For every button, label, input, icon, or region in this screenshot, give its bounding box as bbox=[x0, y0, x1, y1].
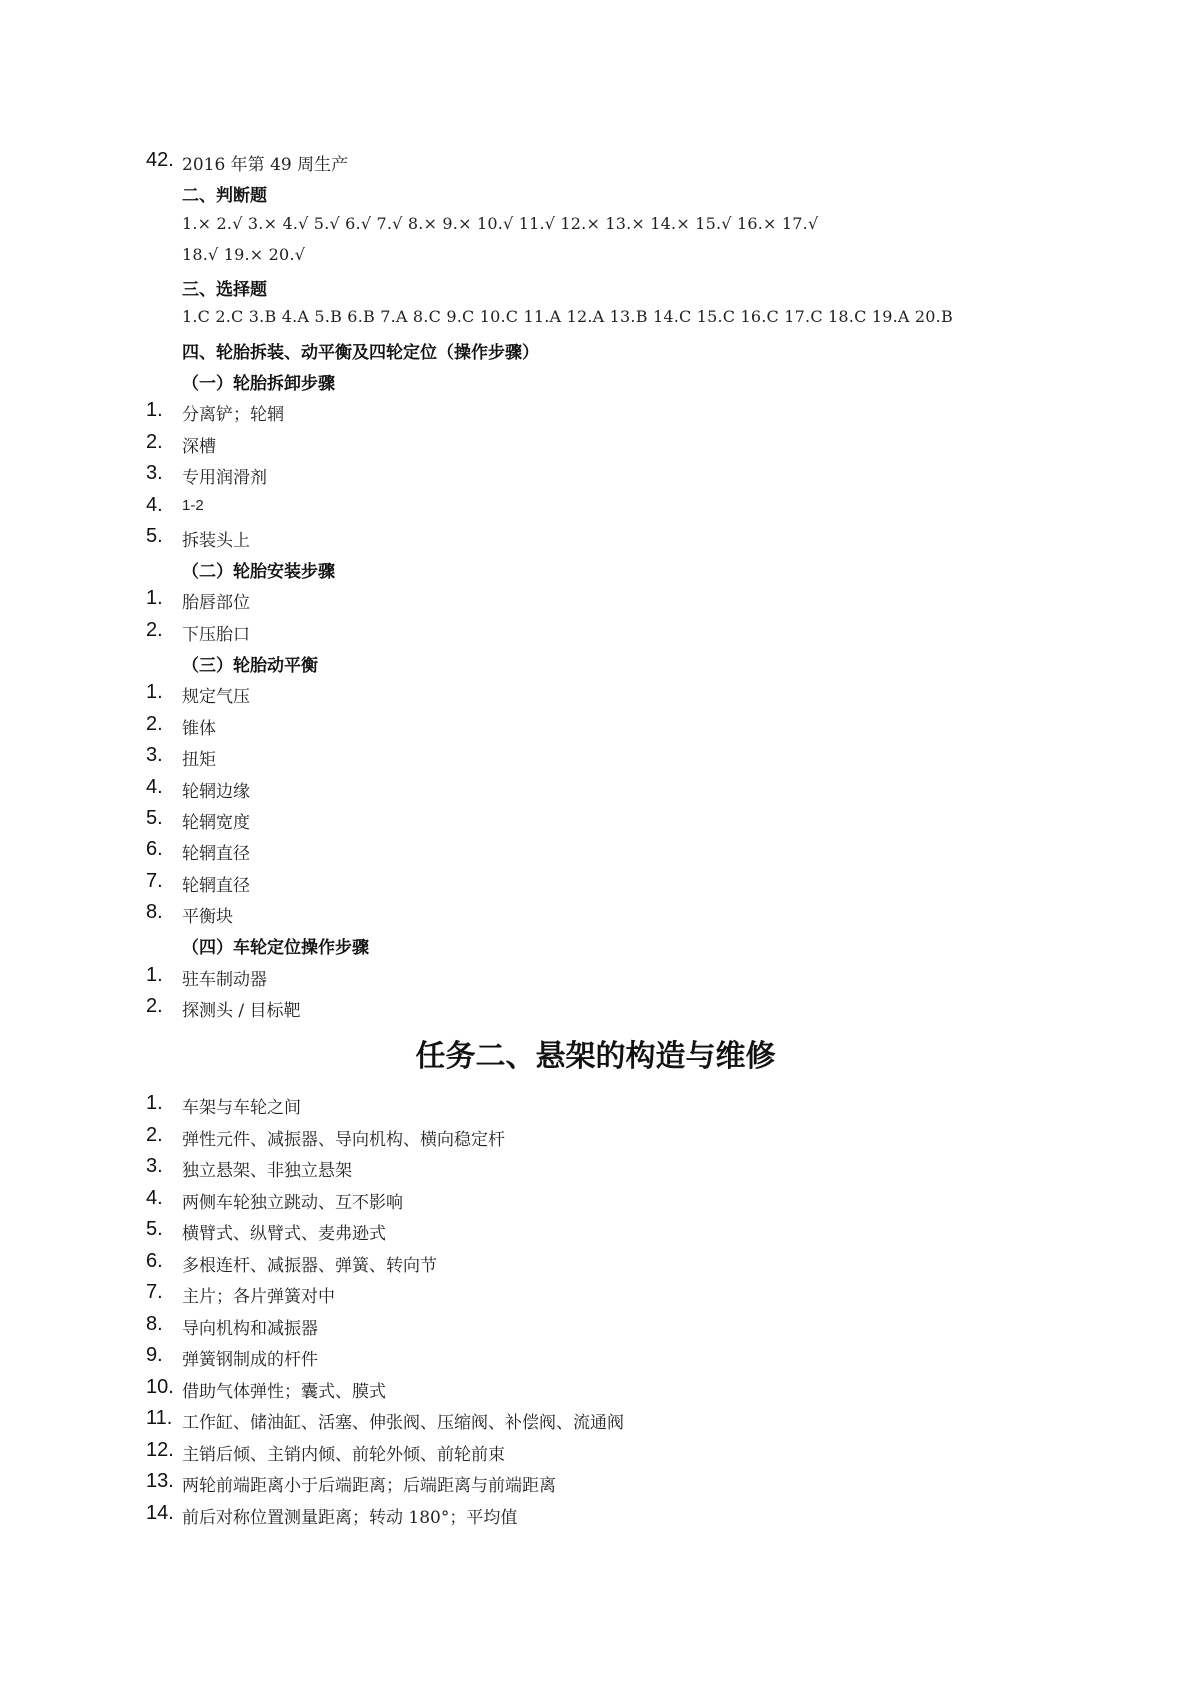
list-item bbox=[0, 585, 1191, 616]
item-number: 2. bbox=[146, 713, 163, 735]
list-item bbox=[0, 1437, 1191, 1468]
item-number: 4. bbox=[146, 776, 163, 798]
item-text: 平衡块 bbox=[182, 907, 233, 927]
subsection-1-heading bbox=[0, 366, 1191, 397]
item-number: 2. bbox=[146, 1124, 163, 1146]
item-number: 11. bbox=[146, 1407, 173, 1429]
list-item bbox=[0, 617, 1191, 648]
item-number: 1. bbox=[146, 1092, 163, 1114]
item-text: 分离铲；轮辋 bbox=[182, 405, 284, 425]
item-text: 横臂式、纵臂式、麦弗逊式 bbox=[182, 1224, 386, 1244]
item-number: 12. bbox=[146, 1439, 174, 1461]
section-judge-heading bbox=[0, 178, 1191, 209]
item-number: 1. bbox=[146, 587, 163, 609]
section-heading: 四、轮胎拆装、动平衡及四轮定位（操作步骤） bbox=[182, 343, 539, 363]
list-item bbox=[0, 836, 1191, 867]
item-number: 9. bbox=[146, 1344, 163, 1366]
subsection-heading: （四）车轮定位操作步骤 bbox=[182, 938, 369, 958]
item-number: 6. bbox=[146, 838, 163, 860]
item-text: 轮辋宽度 bbox=[182, 813, 250, 833]
item-number: 1. bbox=[146, 964, 163, 986]
item-text: 两侧车轮独立跳动、互不影响 bbox=[182, 1193, 403, 1213]
list-item bbox=[0, 805, 1191, 836]
item-number: 5. bbox=[146, 1218, 163, 1240]
item-number: 14. bbox=[146, 1502, 174, 1524]
subsection-4-heading bbox=[0, 930, 1191, 961]
subsection-2-heading bbox=[0, 554, 1191, 585]
item-text: 独立悬架、非独立悬架 bbox=[182, 1161, 352, 1181]
item-number: 5. bbox=[146, 807, 163, 829]
item-text: 2016 年第 49 周生产 bbox=[182, 155, 349, 175]
list-item bbox=[0, 1311, 1191, 1342]
subsection-heading: （一）轮胎拆卸步骤 bbox=[182, 374, 335, 394]
item-text: 两轮前端距离小于后端距离；后端距离与前端距离 bbox=[182, 1476, 556, 1496]
item-text: 轮辋直径 bbox=[182, 844, 250, 864]
section-choice-heading bbox=[0, 272, 1191, 303]
list-item bbox=[0, 899, 1191, 930]
choice-answers-line-1 bbox=[0, 303, 1191, 334]
item-text: 导向机构和减振器 bbox=[182, 1319, 318, 1339]
item-text: 主销后倾、主销内倾、前轮外倾、前轮前束 bbox=[182, 1445, 505, 1465]
item-text: 专用润滑剂 bbox=[182, 468, 267, 488]
item-number: 3. bbox=[146, 1155, 163, 1177]
item-text: 胎唇部位 bbox=[182, 593, 250, 613]
judge-answers-line-2 bbox=[0, 241, 1191, 272]
list-item bbox=[0, 711, 1191, 742]
list-item bbox=[0, 1405, 1191, 1436]
item-text: 主片；各片弹簧对中 bbox=[182, 1287, 335, 1307]
item-number: 1. bbox=[146, 399, 163, 421]
item-number: 8. bbox=[146, 901, 163, 923]
item-text: 车架与车轮之间 bbox=[182, 1098, 301, 1118]
item-number: 13. bbox=[146, 1470, 174, 1492]
answer-line-42 bbox=[0, 147, 1191, 178]
item-text: 探测头 / 目标靶 bbox=[182, 1001, 301, 1021]
item-text: 轮辋直径 bbox=[182, 876, 250, 896]
item-text: 前后对称位置测量距离；转动 180°；平均值 bbox=[182, 1508, 518, 1528]
item-text: 深槽 bbox=[182, 437, 216, 457]
list-item bbox=[0, 1248, 1191, 1279]
item-number: 3. bbox=[146, 744, 163, 766]
subsection-heading: （二）轮胎安装步骤 bbox=[182, 562, 335, 582]
subsection-3-heading bbox=[0, 648, 1191, 679]
item-number: 5. bbox=[146, 525, 163, 547]
list-item bbox=[0, 962, 1191, 993]
list-item bbox=[0, 1153, 1191, 1184]
item-text: 借助气体弹性；囊式、膜式 bbox=[182, 1382, 386, 1402]
item-number: 7. bbox=[146, 1281, 163, 1303]
answer-key-text: 18.√ 19.× 20.√ bbox=[182, 245, 306, 264]
item-text: 扭矩 bbox=[182, 750, 216, 770]
answer-key-text: 1.C 2.C 3.B 4.A 5.B 6.B 7.A 8.C 9.C 10.C 11.A 12.A 13.B 14.C 15.C 16.C 17.C 18.C 19.A 20.B bbox=[182, 307, 953, 326]
item-number: 7. bbox=[146, 870, 163, 892]
list-item bbox=[0, 523, 1191, 554]
subsection-heading: （三）轮胎动平衡 bbox=[182, 656, 318, 676]
item-number: 2. bbox=[146, 995, 163, 1017]
list-item bbox=[0, 679, 1191, 710]
list-item bbox=[0, 1122, 1191, 1153]
item-text: 规定气压 bbox=[182, 687, 250, 707]
item-number: 2. bbox=[146, 619, 163, 641]
list-item bbox=[0, 868, 1191, 899]
item-text: 工作缸、储油缸、活塞、伸张阀、压缩阀、补偿阀、流通阀 bbox=[182, 1413, 624, 1433]
list-item bbox=[0, 1279, 1191, 1310]
list-item bbox=[0, 1468, 1191, 1499]
list-item bbox=[0, 1185, 1191, 1216]
item-text: 锥体 bbox=[182, 719, 216, 739]
item-number: 4. bbox=[146, 494, 163, 516]
judge-answers-line-1 bbox=[0, 210, 1191, 241]
section-4-heading bbox=[0, 335, 1191, 366]
item-number: 42. bbox=[146, 149, 174, 171]
item-number: 3. bbox=[146, 462, 163, 484]
item-text: 驻车制动器 bbox=[182, 970, 267, 990]
task-2-title: 任务二、悬架的构造与维修 bbox=[415, 1039, 776, 1074]
list-item bbox=[0, 1342, 1191, 1373]
list-item bbox=[0, 397, 1191, 428]
list-item bbox=[0, 492, 1191, 523]
item-number: 10. bbox=[146, 1376, 174, 1398]
list-item bbox=[0, 429, 1191, 460]
list-item bbox=[0, 1216, 1191, 1247]
item-text: 轮辋边缘 bbox=[182, 782, 250, 802]
list-item bbox=[0, 774, 1191, 805]
item-text: 弹性元件、减振器、导向机构、横向稳定杆 bbox=[182, 1130, 505, 1150]
item-number: 1. bbox=[146, 681, 163, 703]
item-number: 8. bbox=[146, 1313, 163, 1335]
answer-key-text: 1.× 2.√ 3.× 4.√ 5.√ 6.√ 7.√ 8.× 9.× 10.√ 11.√ 12.× 13.× 14.× 15.√ 16.× 17.√ bbox=[182, 214, 819, 233]
item-text: 弹簧钢制成的杆件 bbox=[182, 1350, 318, 1370]
item-number: 4. bbox=[146, 1187, 163, 1209]
item-text: 拆装头上 bbox=[182, 531, 250, 551]
list-item bbox=[0, 1090, 1191, 1121]
item-text: 1-2 bbox=[182, 497, 204, 514]
list-item bbox=[0, 742, 1191, 773]
list-item bbox=[0, 1374, 1191, 1405]
item-number: 2. bbox=[146, 431, 163, 453]
item-number: 6. bbox=[146, 1250, 163, 1272]
list-item bbox=[0, 993, 1191, 1024]
list-item bbox=[0, 460, 1191, 491]
section-heading: 三、选择题 bbox=[182, 280, 267, 300]
list-item bbox=[0, 1500, 1191, 1531]
item-text: 下压胎口 bbox=[182, 625, 250, 645]
section-heading: 二、判断题 bbox=[182, 186, 267, 206]
item-text: 多根连杆、减振器、弹簧、转向节 bbox=[182, 1256, 437, 1276]
